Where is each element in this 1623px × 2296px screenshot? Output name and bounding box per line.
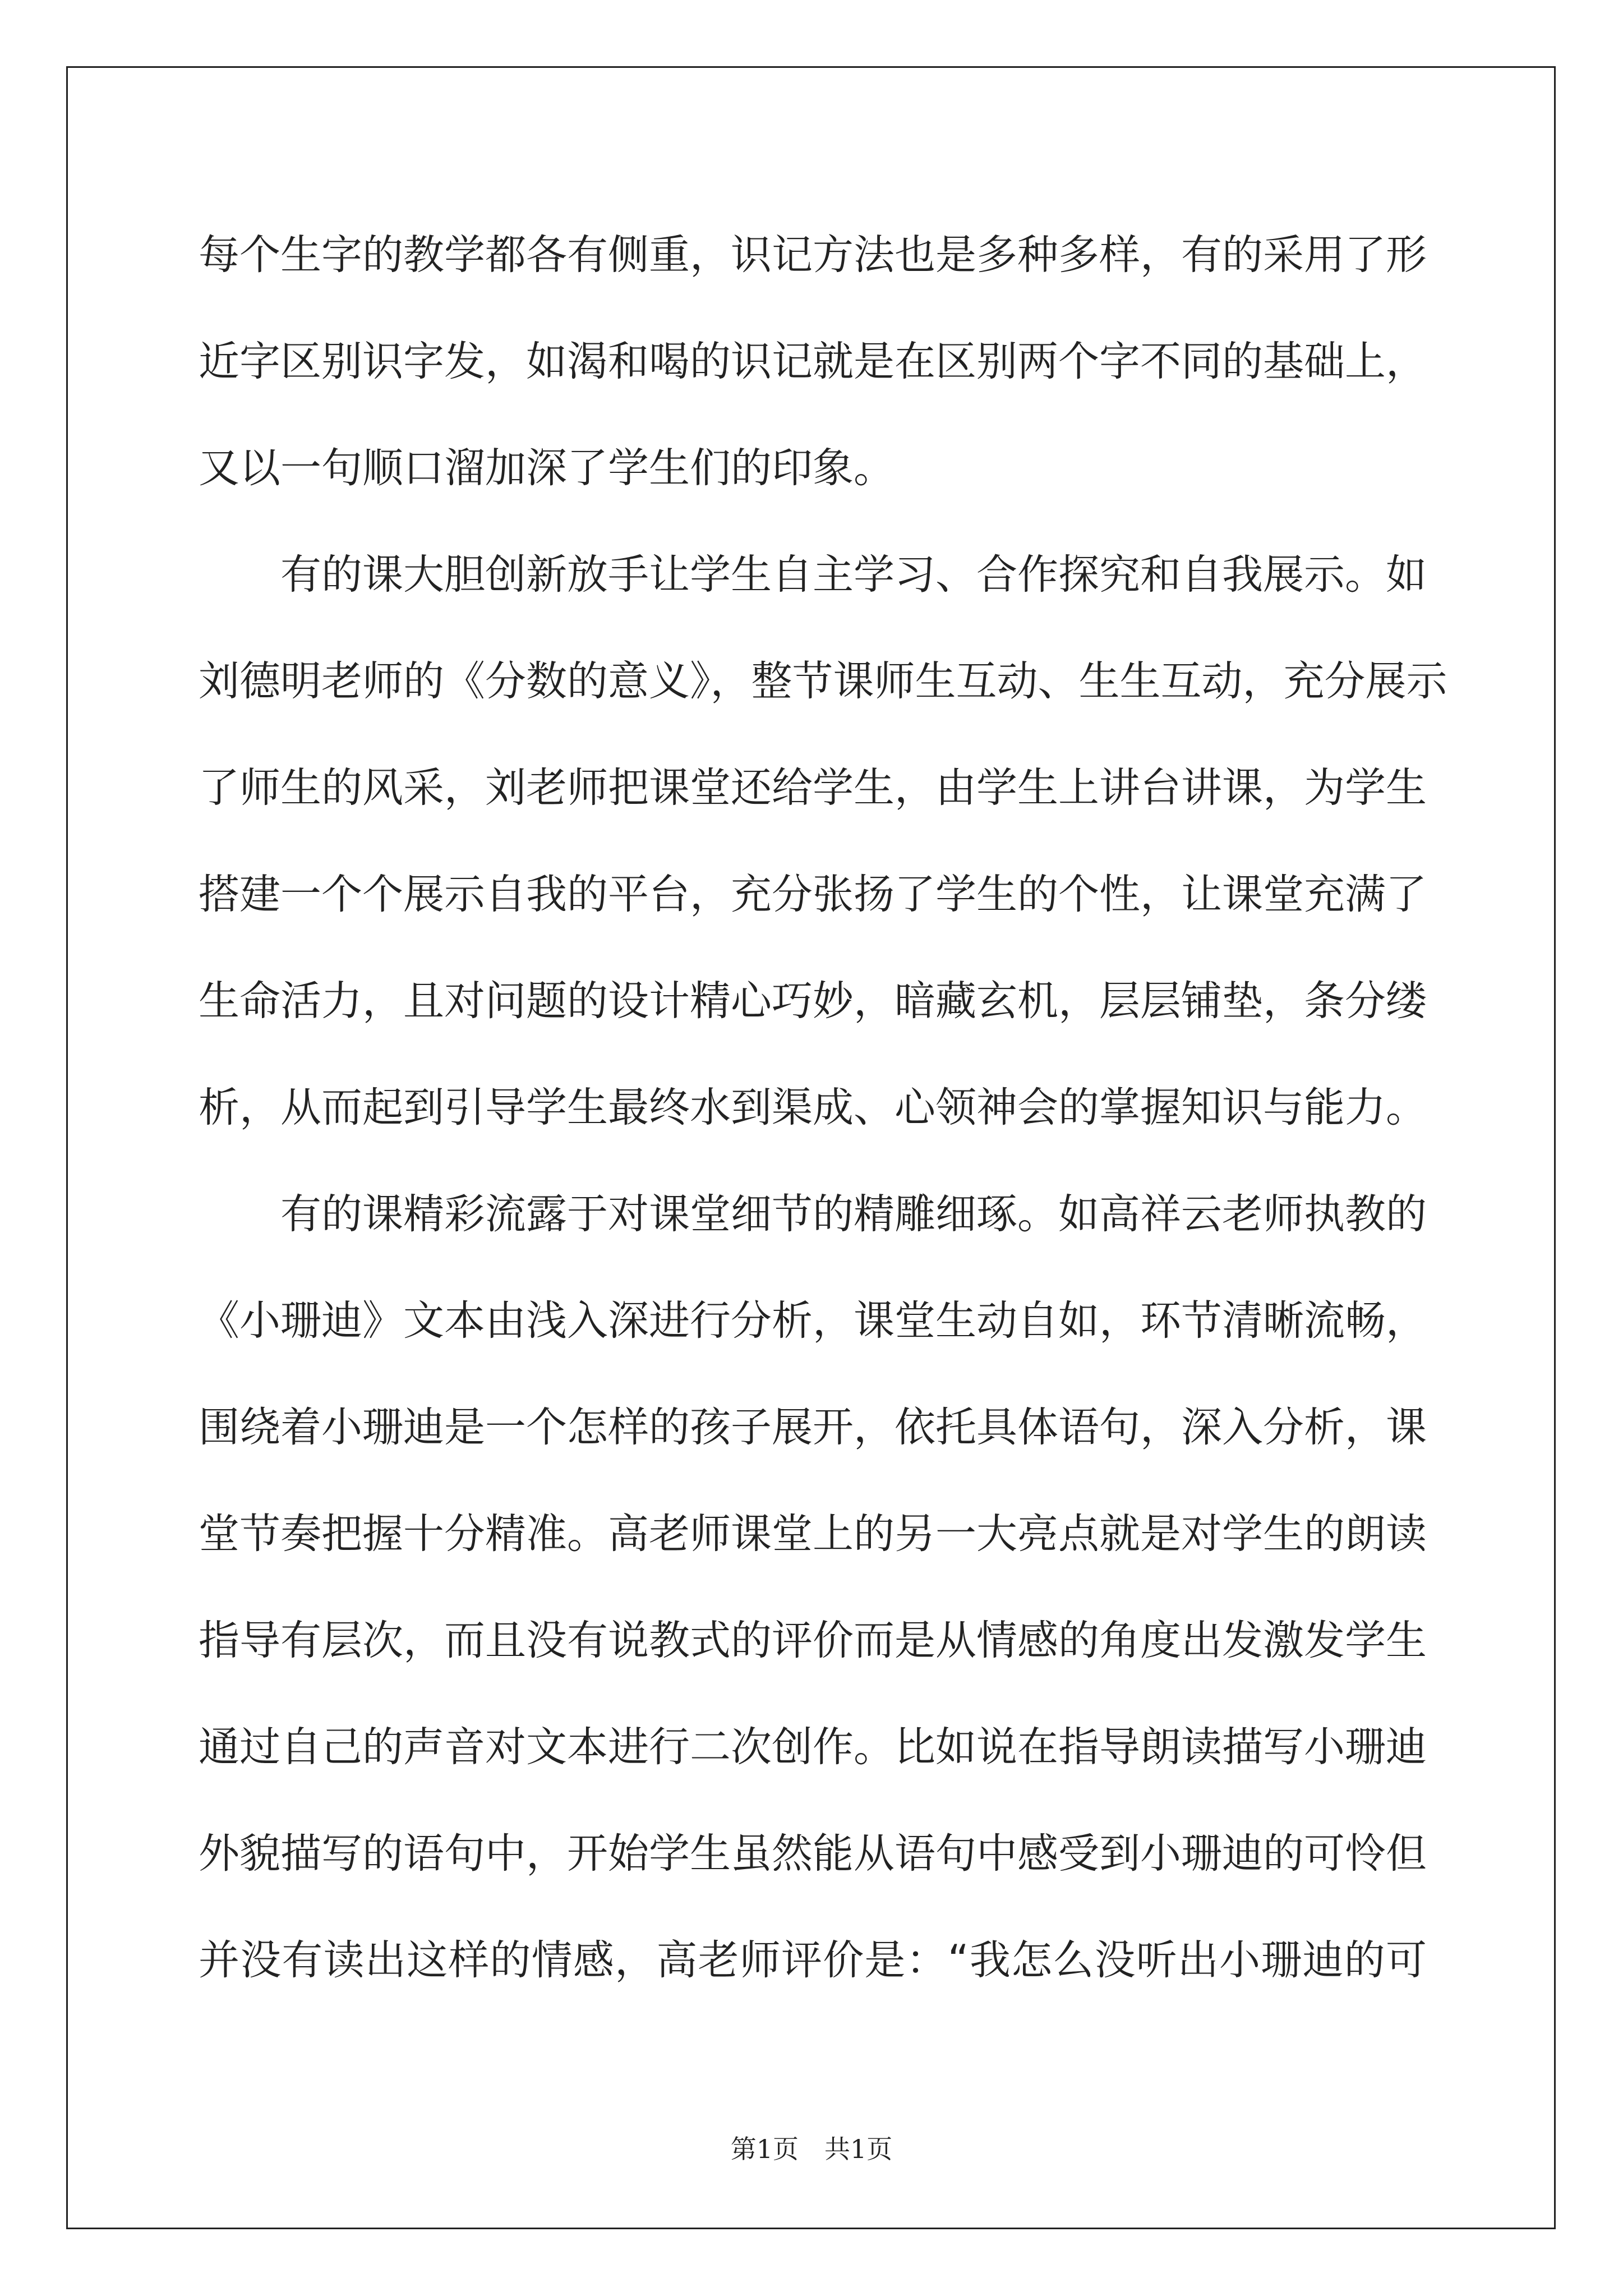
text-line: 搭建一个个展示自我的平台，充分张扬了学生的个性，让课堂充满了: [199, 871, 1427, 918]
text-line: 了师生的风采，刘老师把课堂还给学生，由学生上讲台讲课，为学生: [199, 764, 1427, 812]
text-line: 每个生字的教学都各有侧重，识记方法也是多种多样，有的采用了形: [199, 231, 1427, 279]
text-line: 指导有层次，而且没有说教式的评价而是从情感的角度出发激发学生: [199, 1617, 1427, 1664]
text-line: 有的课精彩流露于对课堂细节的精雕细琢。如高祥云老师执教的: [280, 1190, 1427, 1238]
text-line: 通过自己的声音对文本进行二次创作。比如说在指导朗读描写小珊迪: [199, 1723, 1427, 1771]
text-line: 析，从而起到引导学生最终水到渠成、心领神会的掌握知识与能力。: [199, 1084, 1427, 1131]
text-line: 堂节奏把握十分精准。高老师课堂上的另一大亮点就是对学生的朗读: [199, 1510, 1427, 1558]
text-line: 又以一句顺口溜加深了学生们的印象。: [199, 444, 895, 492]
text-line: 近字区别识字发，如渴和喝的识记就是在区别两个字不同的基础上，: [199, 338, 1427, 385]
text-line: 生命活力，且对问题的设计精心巧妙，暗藏玄机，层层铺垫，条分缕: [199, 977, 1427, 1025]
text-line: 并没有读出这样的情感，高老师评价是：“我怎么没听出小珊迪的可: [199, 1936, 1427, 1984]
text-line: 有的课大胆创新放手让学生自主学习、合作探究和自我展示。如: [280, 551, 1427, 599]
text-line: 围绕着小珊迪是一个怎样的孩子展开，依托具体语句，深入分析，课: [199, 1404, 1427, 1451]
document-body: [199, 202, 1447, 2014]
paragraph: [199, 1161, 1427, 2014]
paragraph: [199, 202, 1427, 522]
text-line: 刘德明老师的《分数的意义》，整节课师生互动、生生互动，充分展示: [199, 657, 1447, 705]
page-number: 第1页 共1页: [730, 2134, 893, 2164]
text-line: 《小珊迪》文本由浅入深进行分析，课堂生动自如，环节清晰流畅，: [199, 1297, 1427, 1345]
text-line: 外貌描写的语句中，开始学生虽然能从语句中感受到小珊迪的可怜但: [199, 1830, 1427, 1878]
paragraph: [199, 522, 1447, 1161]
